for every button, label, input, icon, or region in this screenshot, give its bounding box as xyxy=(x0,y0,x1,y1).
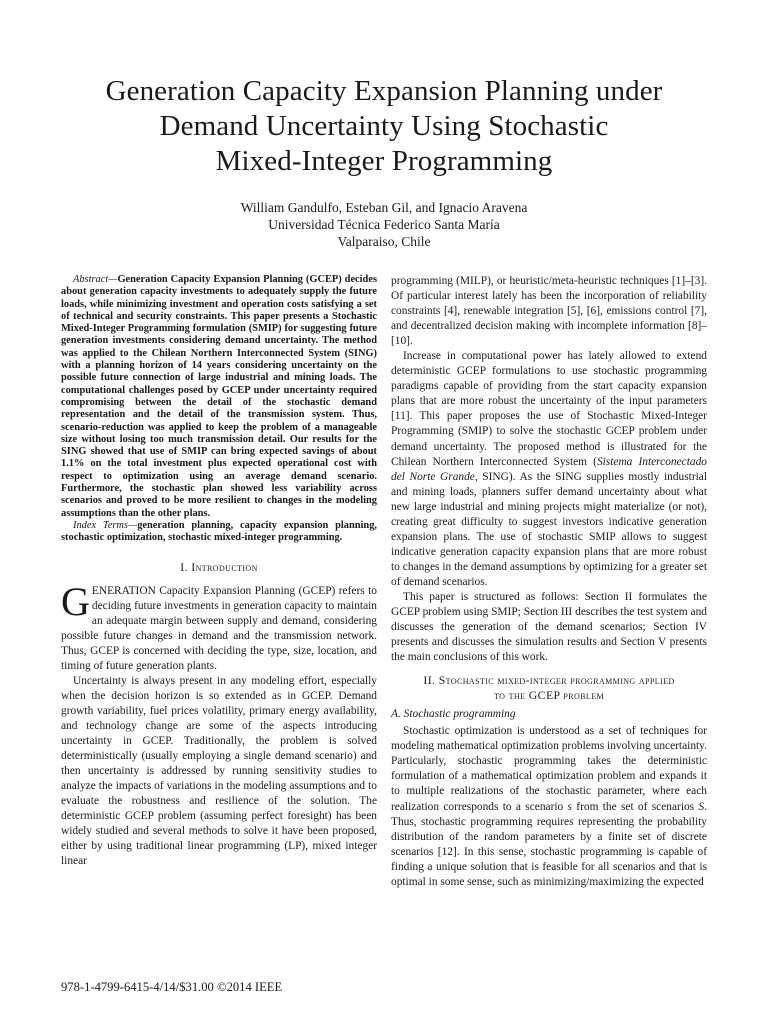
intro-paragraph-4 xyxy=(391,349,707,590)
intro-paragraph-2: Uncertainty is always present in any modeling effort, especially when the decision horizon is so extended as in GCEP. Demand growth variability, fuel prices volatility, primary energy availability, and technology change are some of the aspects introducing uncertainty in GCEP. Traditionally, the problem is solved deterministically (usually employing a single demand scenario) and then uncertainty is addressed by running sensitivity studies to analyze the impacts of variations in the modeling assumptions and to evaluate the robustness and resilience of the solution. The deterministic GCEP problem (assuming perfect foresight) has been widely studied and several methods to solve it have been proposed, either by using traditional linear programming (LP), mixed integer linear xyxy=(61,674,377,868)
stochastic-text-b: from the set of scenarios xyxy=(571,800,699,813)
right-column xyxy=(391,274,707,890)
intro-paragraph-4-part-b: , SING). As the SING supplies mostly industrial and mining loads, planners suffer demand uncertainty about what new large industrial and mining projects might materialize (or not), creating great difficulty to suggest investors indicative generation expansion plans. The use of stochastic SMIP allows to suggest indicative generation capacity expansion plans that are more robust to changes in the demand assumptions by optimizing for a greater set of demand scenarios. xyxy=(391,470,708,588)
drop-cap: G xyxy=(61,578,90,624)
abstract xyxy=(61,274,377,520)
abstract-lead: Abstract— xyxy=(73,274,118,285)
scenario-symbol: s xyxy=(567,800,572,813)
title-line-1: Generation Capacity Expansion Planning under xyxy=(105,75,663,107)
author-names: William Gandulfo, Esteban Gil, and Ignacio Aravena xyxy=(240,200,528,215)
stochastic-paragraph-1 xyxy=(391,724,707,890)
section-heading-smip xyxy=(391,673,707,703)
section-heading-smip-line-1: II. Stochastic mixed-integer programming applied xyxy=(423,673,675,688)
paper-title xyxy=(40,74,728,179)
sing-spanish-name: Sistema Interconectado del Norte Grande xyxy=(391,455,707,483)
author-affiliation: Universidad Técnica Federico Santa María xyxy=(268,217,500,232)
section-heading-smip-line-2: to the GCEP problem xyxy=(493,688,605,703)
title-line-2: Demand Uncertainty Using Stochastic xyxy=(159,110,609,142)
subsection-heading-stochastic-programming: A. Stochastic programming xyxy=(391,708,516,721)
section-heading-introduction: I. Introduction xyxy=(180,559,258,574)
intro-paragraph-5: This paper is structured as follows: Section II formulates the GCEP problem using SMIP; Section III describes the test system and discusses the generation of the demand scenarios; Section IV presents and discusses the simulation results and Section V presents the main conclusions of this work. xyxy=(391,590,707,664)
left-column xyxy=(61,274,377,869)
author-block xyxy=(0,199,768,250)
intro-paragraph-3: programming (MILP), or heuristic/meta-heuristic techniques [1]–[3]. Of particular interest lately has been the incorporation of reliability constraints [4], renewable integration [5], [6], emissions control [7], and decentralized decision making with incomplete information [8]–[10]. xyxy=(391,275,707,348)
title-line-3: Mixed-Integer Programming xyxy=(215,145,553,177)
index-terms xyxy=(61,520,377,545)
index-terms-lead: Index Terms— xyxy=(73,519,138,531)
author-location: Valparaiso, Chile xyxy=(337,234,431,249)
abstract-body: Generation Capacity Expansion Planning (GCEP) decides about generation capacity investments to adequately supply the future loads, while minimizing investment and operation costs satisfying a set of technical and security constraints. This paper presents a Stochastic Mixed-Integer Programming formulation (SMIP) for suggesting future generation investments considering demand uncertainty. The method was applied to the Chilean Northern Interconnected System (SING) with a planning horizon of 14 years considering uncertainty on the possible future connection of large industrial and mining loads. The computational challenges posed by GCEP under uncertainty required compromising between the detail of the stochastic demand representation and the detail of the transmission system. Thus, scenario-reduction was applied to keep the problem of a manageable size without losing too much transmission detail. Our results for the SING showed that use of SMIP can bring expected savings of about 1.1% on the total investment plus expected operational cost with respect to optimization using an average demand scenario. Furthermore, the stochastic plan showed less variability across scenarios and proved to be more resilient to changes in the modeling assumptions than the other plans. xyxy=(61,274,377,519)
index-terms-body: generation planning, capacity expansion planning, stochastic optimization, stochastic mixed-integer programming. xyxy=(61,519,377,544)
stochastic-text-a: Stochastic optimization is understood as a set of techniques for modeling mathematical optimization problems involving uncertainty. Particularly, stochastic programming takes the deterministic formulation of a mathematical optimization problem and expands it to multiple realizations of the stochastic parameter, where each realization corresponds to a scenario xyxy=(391,725,707,813)
intro-paragraph-1-text: ENERATION Capacity Expansion Planning (GCEP) refers to deciding future investments in generation capacity to maintain an adequate margin between supply and demand, considering possible future changes in demand and the transmission network. Thus, GCEP is concerned with deciding the type, size, location, and timing of future generation plants. xyxy=(61,584,377,672)
scenario-set-symbol: S xyxy=(698,800,705,813)
copyright-footer: 978-1-4799-6415-4/14/$31.00 ©2014 IEEE xyxy=(61,980,283,994)
intro-paragraph-1 xyxy=(61,578,377,674)
intro-paragraph-4-part-a: Increase in computational power has lately allowed to extend deterministic GCEP formulations to use stochastic programming paradigms capable of providing from the start capacity expansion plans that are more robust the uncertainty of the input parameters [11]. This paper proposes the use of Stochastic Mixed-Integer Programming (SMIP) to solve the stochastic GCEP problem under demand uncertainty. The proposed method is illustrated for the Chilean Northern Interconnected System ( xyxy=(391,350,707,468)
stochastic-text-c: . Thus, stochastic programming requires representing the probability distribution of the random parameters by a finite set of discrete scenarios [12]. In this sense, stochastic programming is capable of finding a unique solution that is feasible for all scenarios and that is optimal in some sense, such as minimizing/maximizing the expected xyxy=(391,800,707,888)
